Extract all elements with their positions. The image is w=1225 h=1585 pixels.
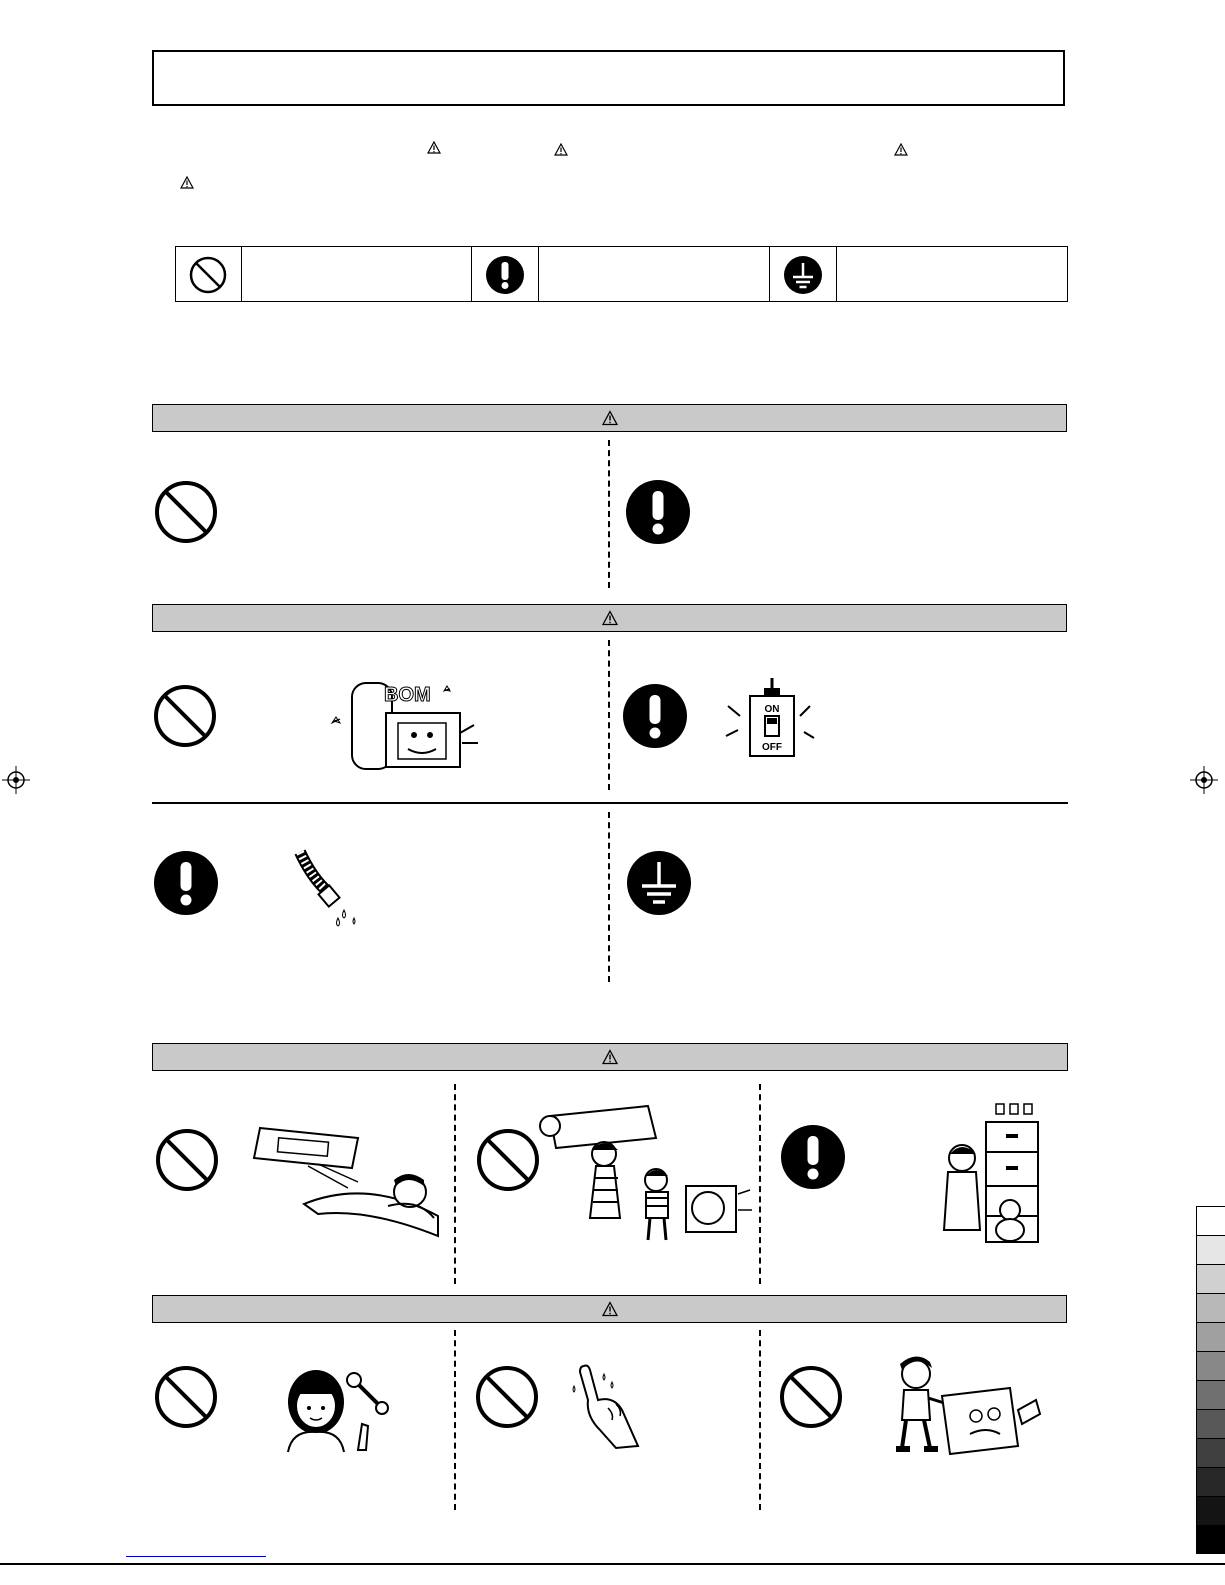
mandatory-action-icon (622, 683, 688, 749)
legend-text-cell (539, 247, 770, 301)
grayscale-swatch (1196, 1409, 1225, 1438)
sleeping-under-airflow-illustration (248, 1118, 443, 1238)
page-bottom-rule (0, 1563, 1225, 1565)
grayscale-swatch (1196, 1438, 1225, 1467)
column-divider (608, 640, 610, 790)
ground-earth-icon (783, 255, 823, 295)
ground-earth-icon (626, 850, 692, 916)
registration-mark-icon (1190, 766, 1218, 794)
prohibition-icon (153, 479, 219, 545)
grayscale-swatch (1196, 1380, 1225, 1409)
warning-triangle-icon (602, 1302, 618, 1317)
footer-link-underline (126, 1556, 266, 1557)
row-divider (152, 802, 1068, 804)
prohibition-icon (778, 1364, 844, 1430)
legend-icon-cell (472, 247, 539, 301)
mandatory-action-icon (153, 850, 219, 916)
grayscale-swatch (1196, 1206, 1225, 1235)
grayscale-swatch (1196, 1235, 1225, 1264)
switch-on-label: ON (764, 704, 780, 715)
grayscale-swatch (1196, 1322, 1225, 1351)
warning-triangle-icon (602, 611, 618, 626)
section-header-bar (152, 1295, 1067, 1323)
prohibition-icon (152, 683, 218, 749)
column-divider (759, 1084, 761, 1284)
prohibition-icon (475, 1127, 541, 1193)
column-divider (454, 1330, 456, 1510)
children-near-unit-illustration (538, 1098, 753, 1246)
column-divider (454, 1084, 456, 1284)
column-divider (759, 1330, 761, 1510)
symbol-legend-table (175, 246, 1068, 302)
wet-hand-illustration (570, 1360, 645, 1450)
mandatory-action-icon (780, 1124, 846, 1190)
grayscale-swatch (1196, 1467, 1225, 1496)
child-on-unit-illustration (890, 1354, 1045, 1459)
column-divider (608, 440, 610, 588)
grayscale-swatch (1196, 1264, 1225, 1293)
warning-triangle-icon (602, 411, 618, 426)
warning-triangle-icon (602, 1050, 618, 1065)
power-switch-illustration (720, 676, 825, 761)
section-header-bar (152, 404, 1067, 432)
column-divider (608, 812, 610, 982)
grayscale-swatch (1196, 1496, 1225, 1525)
legend-text-cell (837, 247, 1067, 301)
switch-off-label: OFF (762, 742, 782, 753)
section-header-bar (152, 1043, 1068, 1071)
grayscale-swatch (1196, 1525, 1225, 1554)
section-header-bar (152, 604, 1067, 632)
legend-icon-cell (770, 247, 837, 301)
legend-text-cell (242, 247, 472, 301)
grayscale-swatch (1196, 1293, 1225, 1322)
mandatory-action-icon (625, 479, 691, 545)
warning-triangle-icon (894, 143, 908, 156)
girl-with-wrench-illustration (282, 1360, 407, 1455)
child-with-cabinet-illustration (936, 1098, 1040, 1246)
prohibition-icon (474, 1364, 540, 1430)
prohibition-icon (153, 1364, 219, 1430)
prohibition-icon (188, 255, 228, 295)
legend-icon-cell (176, 247, 242, 301)
prohibition-icon (154, 1127, 220, 1193)
warning-triangle-icon (427, 141, 441, 154)
page-title-frame (152, 50, 1065, 106)
explosion-word: BOM (384, 684, 431, 706)
grayscale-swatch (1196, 1351, 1225, 1380)
warning-triangle-icon (180, 176, 194, 189)
gas-cylinder-explosion-illustration (322, 673, 482, 773)
registration-mark-icon (2, 766, 30, 794)
mandatory-action-icon (485, 255, 525, 295)
warning-triangle-icon (554, 143, 568, 156)
drain-hose-illustration (292, 848, 367, 928)
